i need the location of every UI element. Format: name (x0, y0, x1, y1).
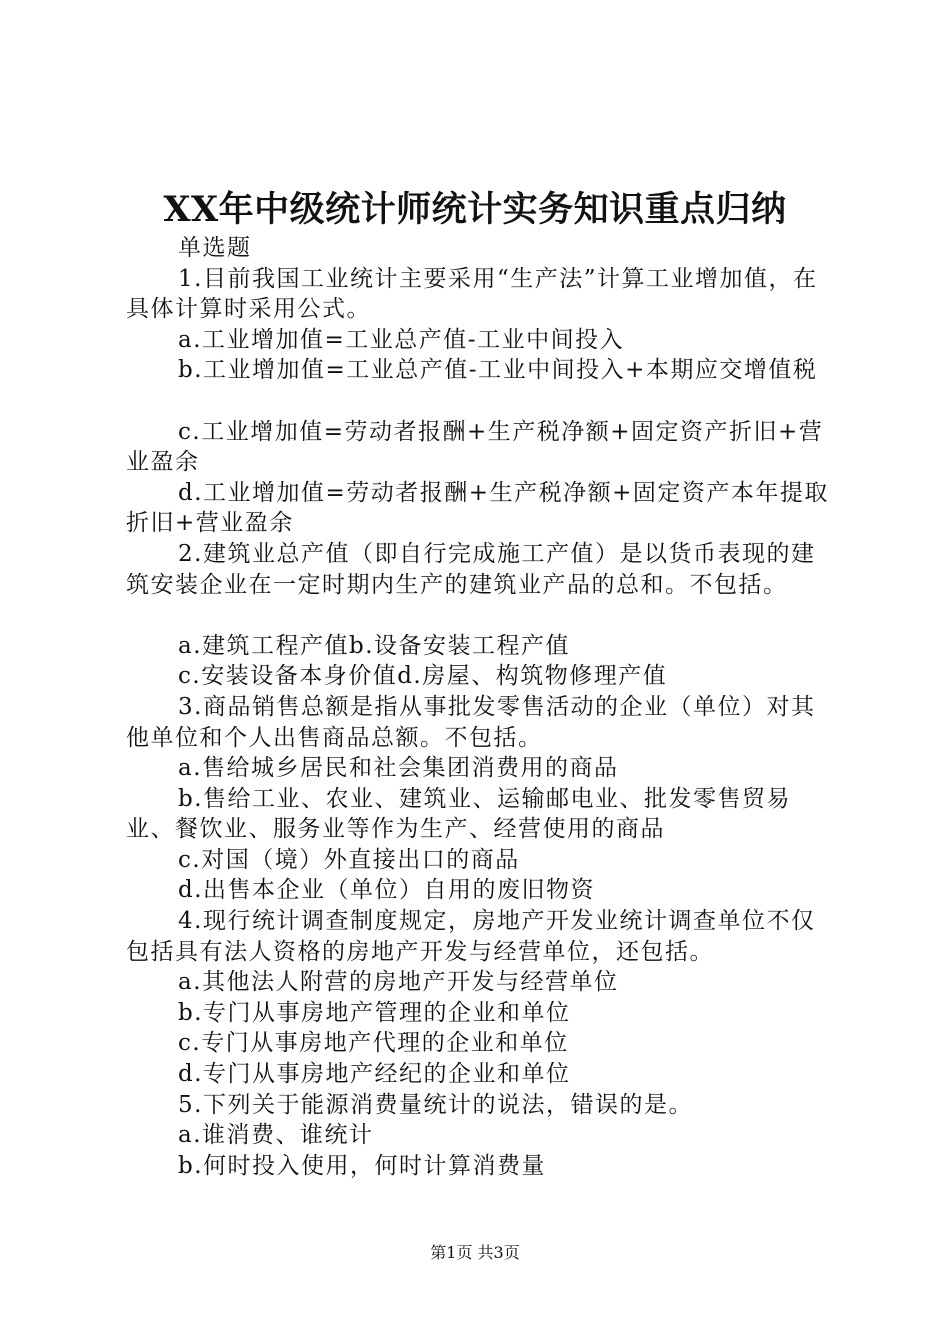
paragraph-q4-option-b: b.专门从事房地产管理的企业和单位 (178, 999, 571, 1026)
paragraph-q4-option-d: d.专门从事房地产经纪的企业和单位 (178, 1061, 571, 1088)
paragraph-q4-option-a: a.其他法人附营的房地产开发与经营单位 (178, 969, 619, 996)
document-body (126, 233, 836, 1181)
paragraph-q2-options-cd: c.安装设备本身价值d.房屋、构筑物修理产值 (178, 663, 668, 690)
paragraph-q3-option-c: c.对国（境）外直接出口的商品 (178, 846, 520, 873)
document-title: XX年中级统计师统计实务知识重点归纳 (163, 189, 787, 230)
paragraph-q3-option-d: d.出售本企业（单位）自用的废旧物资 (178, 877, 596, 904)
paragraph-q1-option-d: d.工业增加值=劳动者报酬+生产税净额+固定资产本年提取折旧+营业盈余 (126, 479, 829, 537)
paragraph-question-2: 2.建筑业总产值（即自行完成施工产值）是以货币表现的建筑安装企业在一定时期内生产的建筑业产品的总和。不包括。 (126, 540, 816, 598)
paragraph-blank-line (126, 600, 836, 631)
paragraph-q3-option-b: b.售给工业、农业、建筑业、运输邮电业、批发零售贸易业、餐饮业、服务业等作为生产、经营使用的商品 (126, 785, 792, 843)
paragraph-question-3: 3.商品销售总额是指从事批发零售活动的企业（单位）对其他单位和个人出售商品总额。不包括。 (126, 693, 816, 751)
paragraph-q5-option-b: b.何时投入使用，何时计算消费量 (178, 1152, 547, 1179)
paragraph-q2-options-ab: a.建筑工程产值b.设备安装工程产值 (178, 632, 571, 659)
paragraph-q1-option-b: b.工业增加值=工业总产值-工业中间投入+本期应交增值税 (178, 357, 818, 384)
paragraph-q4-option-c: c.专门从事房地产代理的企业和单位 (178, 1030, 569, 1057)
paragraph-section-heading: 单选题 (178, 235, 252, 261)
paragraph-question-4: 4.现行统计调查制度规定，房地产开发业统计调查单位不仅包括具有法人资格的房地产开发与经营单位，还包括。 (126, 908, 816, 965)
paragraph-question-5: 5.下列关于能源消费量统计的说法，错误的是。 (178, 1091, 693, 1118)
paragraph-q1-option-a: a.工业增加值=工业总产值-工业中间投入 (178, 326, 625, 353)
paragraph-blank-line (126, 386, 836, 417)
paragraph-q3-option-a: a.售给城乡居民和社会集团消费用的商品 (178, 755, 619, 782)
paragraph-question-1: 1.目前我国工业统计主要采用“生产法”计算工业增加值，在具体计算时采用公式。 (126, 265, 818, 323)
page-footer: 第1页 共3页 (430, 1243, 520, 1262)
paragraph-q5-option-a: a.谁消费、谁统计 (178, 1122, 374, 1149)
paragraph-q1-option-c: c.工业增加值=劳动者报酬+生产税净额+固定资产折旧+营业盈余 (126, 418, 824, 476)
